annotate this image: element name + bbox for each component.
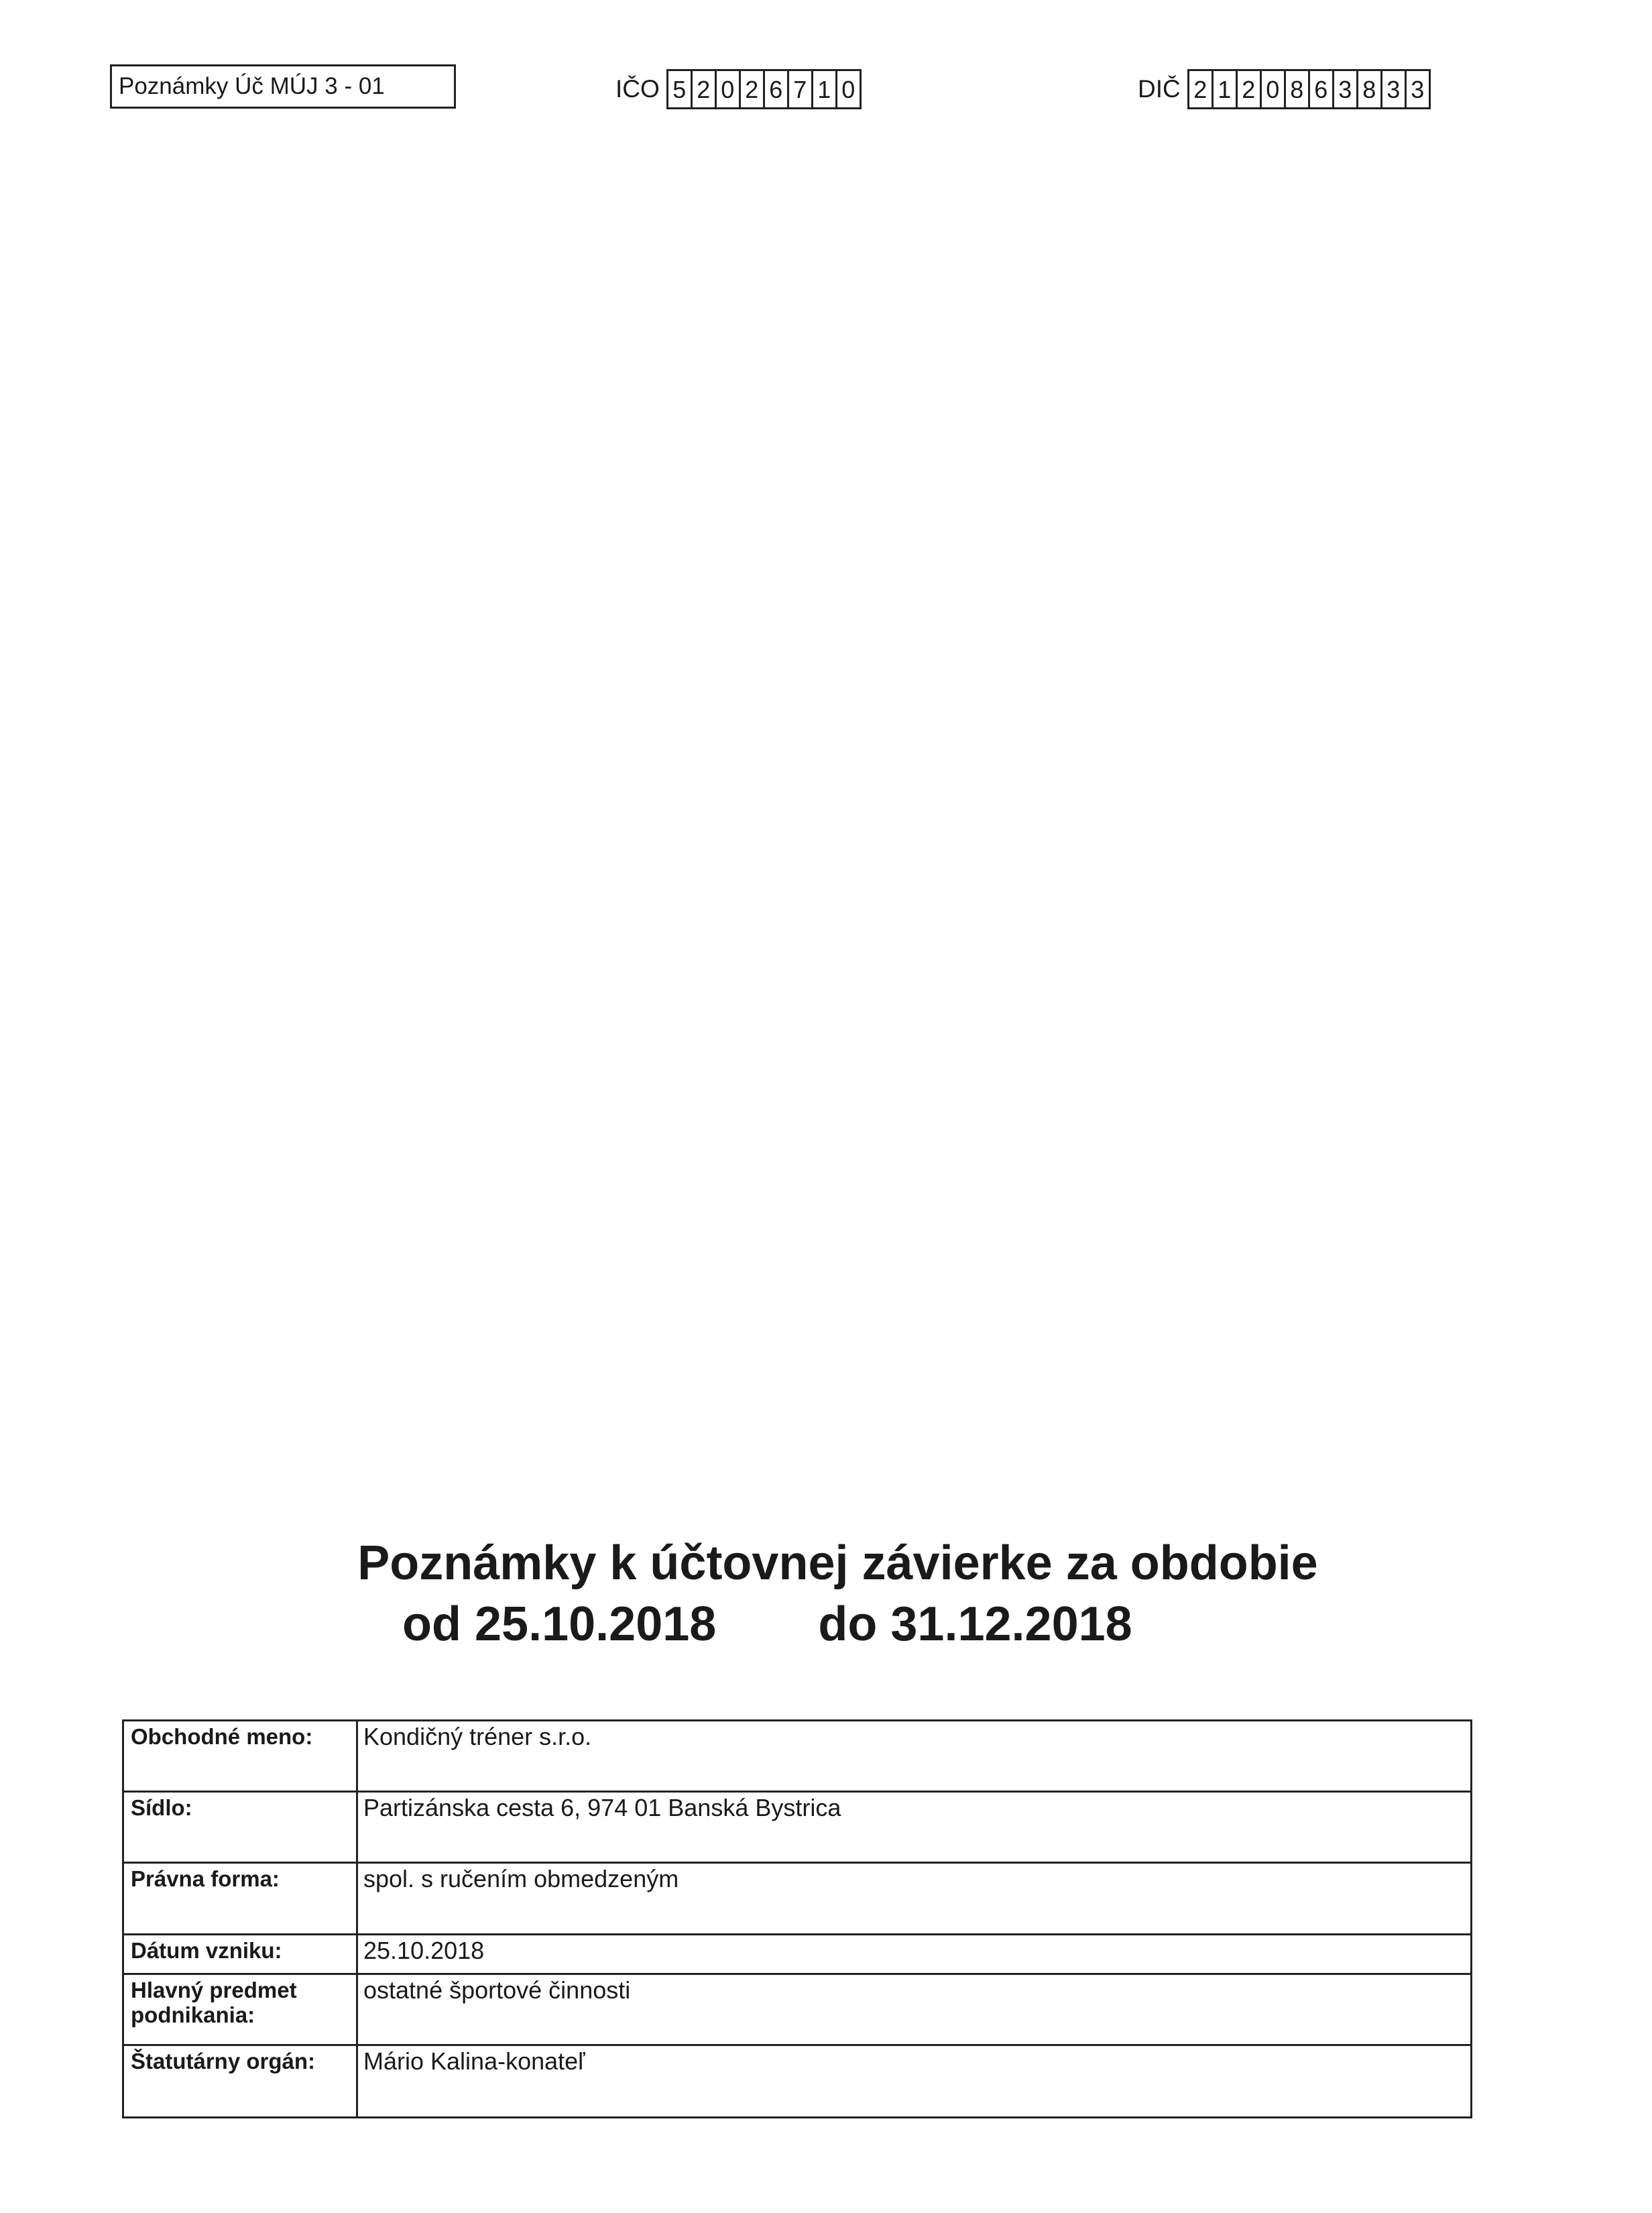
- dic-digit: 6: [1310, 71, 1334, 107]
- row-value-founding-date: 25.10.2018: [363, 1937, 485, 1964]
- dic-field: [1138, 68, 1431, 110]
- period-to-date: 31.12.2018: [890, 1597, 1132, 1651]
- row-label-main-activity: Hlavný predmet podnikania:: [131, 1978, 297, 2027]
- ico-digit: 2: [741, 71, 765, 107]
- table-row: [124, 1935, 1470, 1975]
- document-title: Poznámky k účtovnej závierke za obdobie: [357, 1536, 1318, 1590]
- dic-label: DIČ: [1138, 75, 1181, 103]
- ico-digit: 1: [813, 71, 837, 107]
- dic-digit: 8: [1286, 71, 1310, 107]
- period-from-label: od: [402, 1597, 461, 1651]
- dic-digit: 3: [1411, 76, 1425, 103]
- row-value-business-name: Kondičný tréner s.r.o.: [363, 1723, 592, 1750]
- ico-digit: 0: [841, 76, 856, 103]
- row-label-statutory-body: Štatutárny orgán:: [131, 2049, 316, 2074]
- dic-digit: 8: [1358, 71, 1382, 107]
- table-row: [124, 1793, 1470, 1864]
- dic-digit: 2: [1189, 71, 1214, 107]
- ico-digit: 7: [789, 71, 813, 107]
- table-row: [124, 1721, 1470, 1793]
- row-label-seat: Sídlo:: [131, 1795, 192, 1820]
- ico-digit-boxes: [666, 69, 862, 109]
- ico-field: [615, 68, 862, 110]
- table-row: [124, 1975, 1470, 2046]
- period-from-date: 25.10.2018: [474, 1597, 717, 1651]
- ico-digit: 0: [717, 71, 741, 107]
- dic-digit: 1: [1214, 71, 1238, 107]
- ico-label: IČO: [615, 75, 660, 103]
- row-value-statutory-body: Mário Kalina-konateľ: [363, 2047, 585, 2075]
- document-period: [402, 1597, 1132, 1652]
- dic-digit-boxes: [1187, 69, 1431, 109]
- form-code-box: [110, 64, 456, 109]
- dic-digit: 2: [1238, 71, 1262, 107]
- company-info-table: [122, 1719, 1472, 2118]
- row-value-main-activity: ostatné športové činnosti: [363, 1976, 631, 2004]
- table-row: [124, 1864, 1470, 1935]
- row-label-business-name: Obchodné meno:: [131, 1724, 313, 1749]
- dic-digit: 3: [1382, 71, 1407, 107]
- ico-digit: 2: [693, 71, 717, 107]
- table-row: [124, 2046, 1470, 2118]
- period-to-label: do: [818, 1597, 878, 1651]
- form-code-label: Poznámky Úč MÚJ 3 - 01: [119, 73, 385, 99]
- row-value-legal-form: spol. s ručením obmedzeným: [363, 1865, 679, 1892]
- ico-digit: 6: [765, 71, 789, 107]
- dic-digit: 3: [1334, 71, 1358, 107]
- ico-digit: 5: [668, 71, 693, 107]
- row-label-founding-date: Dátum vzniku:: [131, 1938, 282, 1963]
- row-label-legal-form: Právna forma:: [131, 1866, 280, 1891]
- dic-digit: 0: [1262, 71, 1286, 107]
- row-value-seat: Partizánska cesta 6, 974 01 Banská Bystrica: [363, 1794, 841, 1821]
